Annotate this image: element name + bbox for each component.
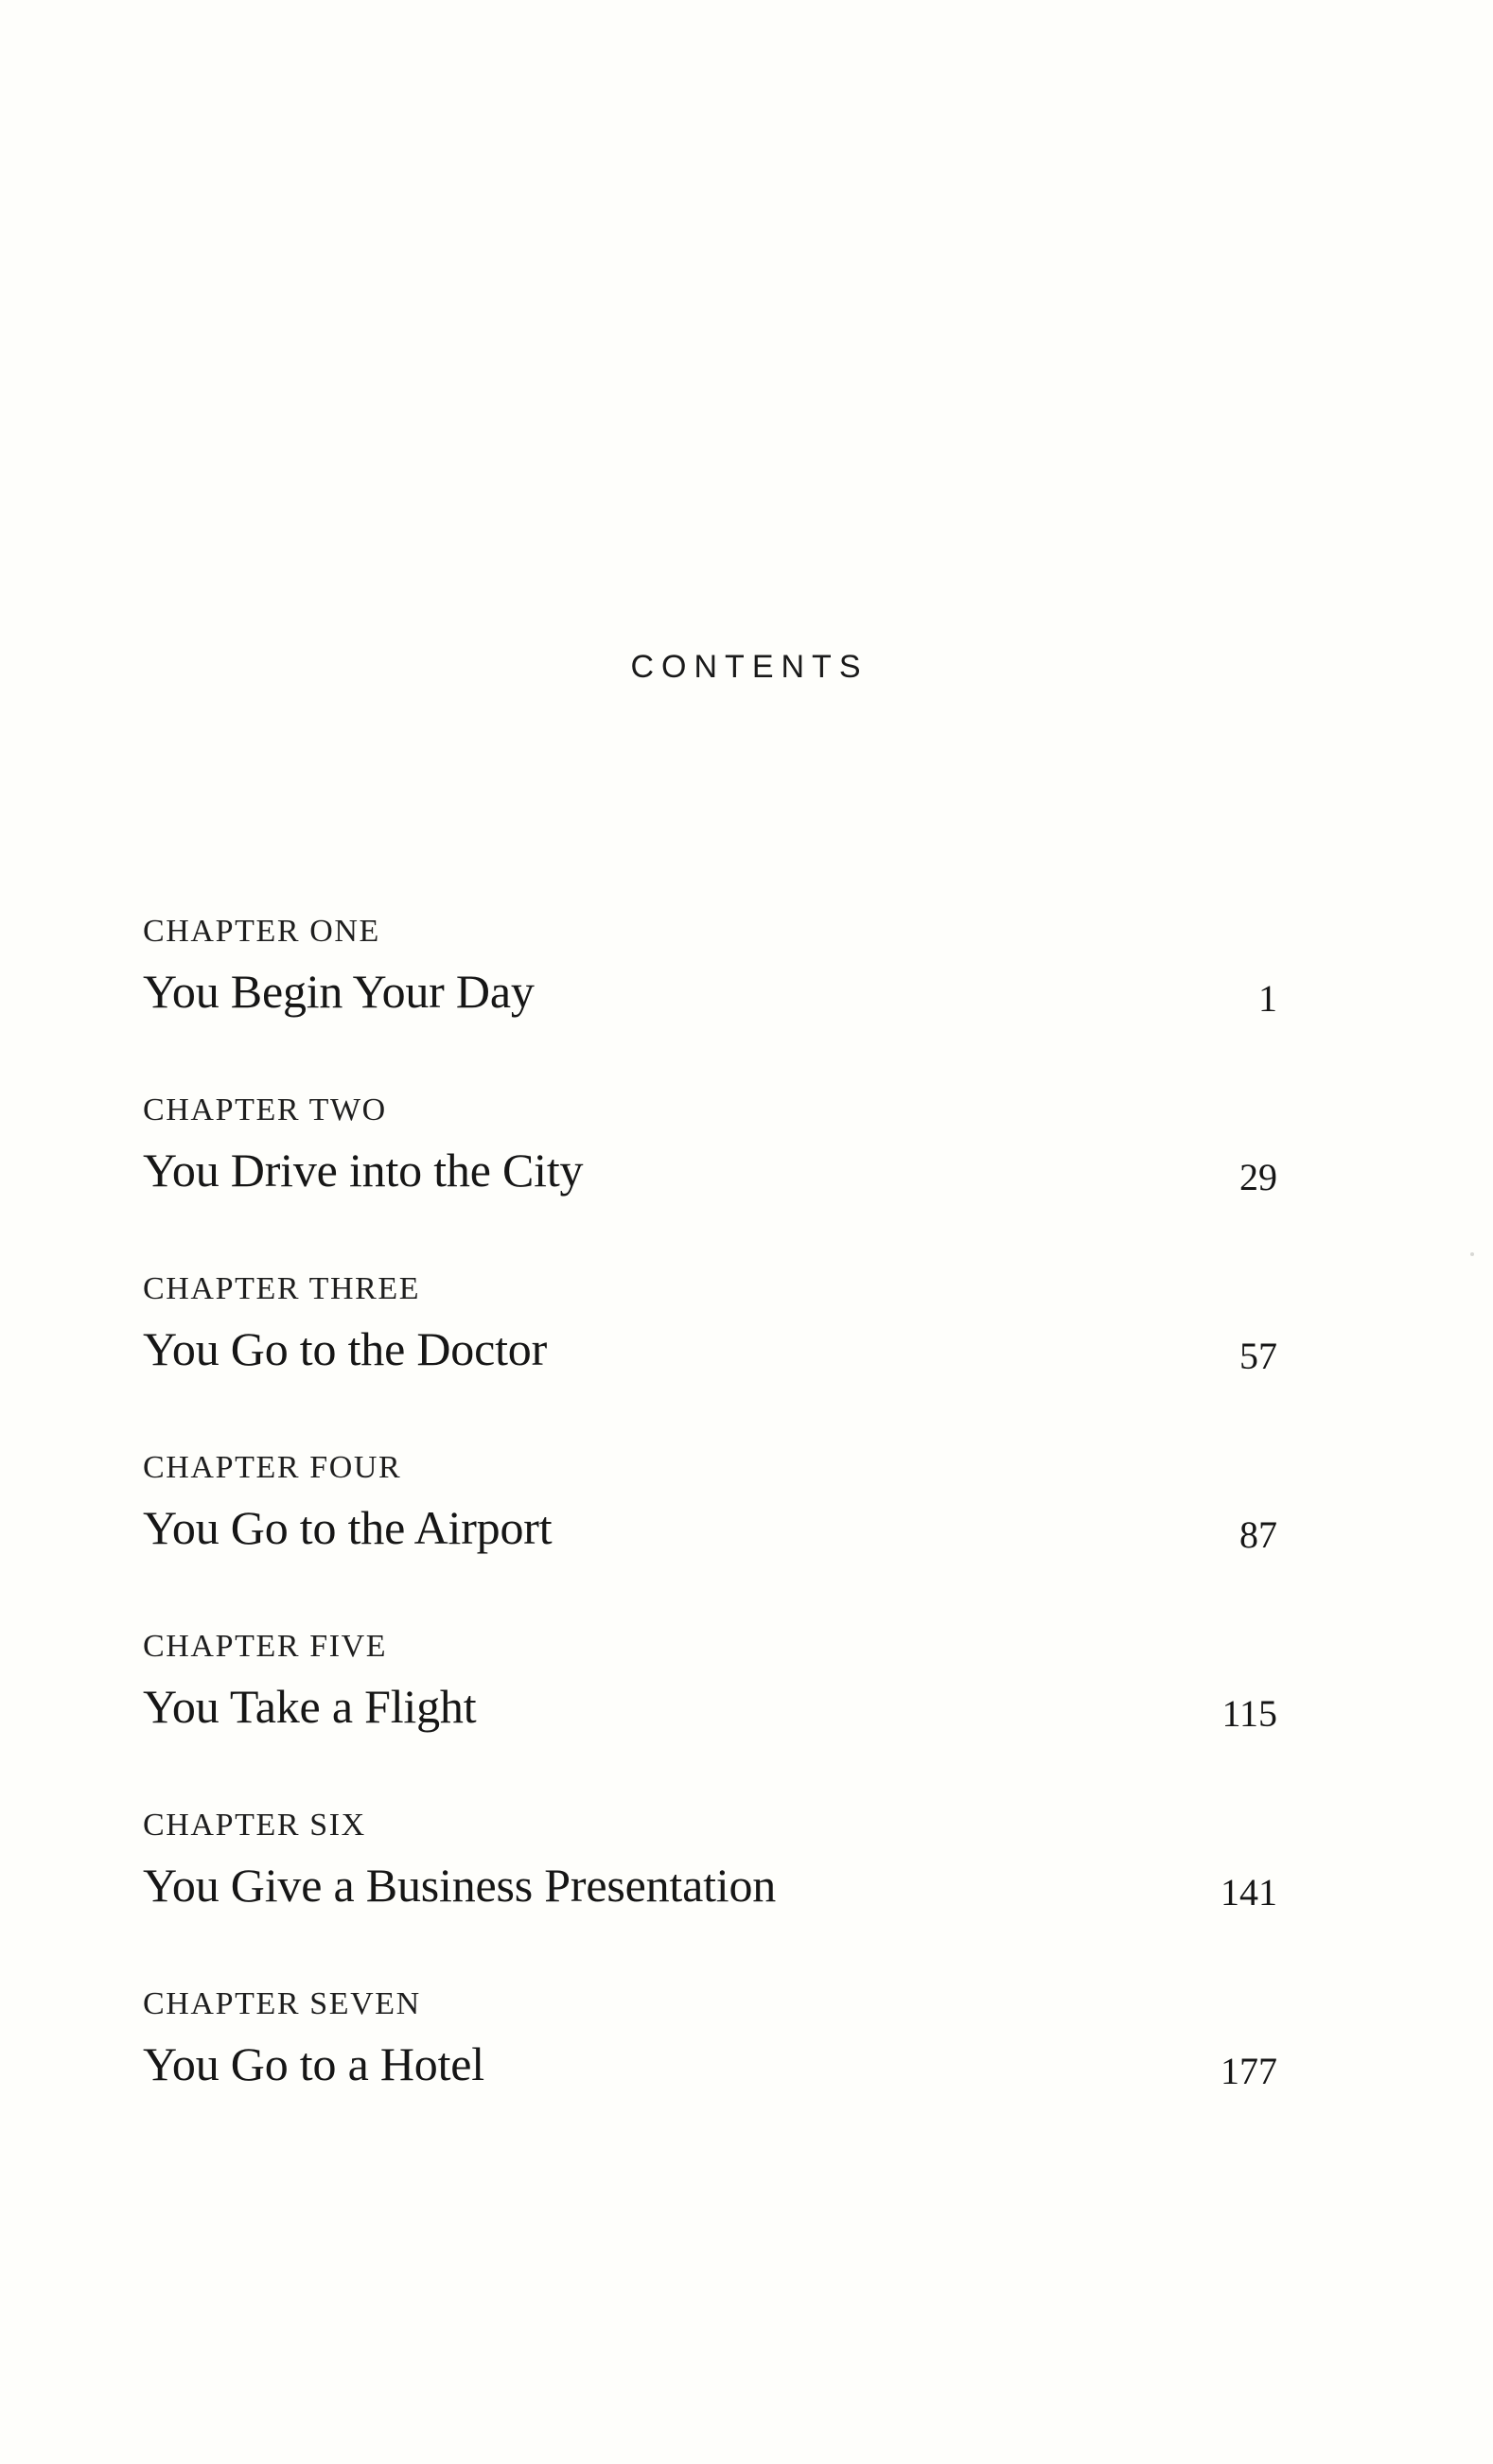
toc-entry-chapter-six[interactable]: [143, 1809, 1278, 1942]
chapter-label: CHAPTER SEVEN: [143, 1986, 421, 2021]
page-number[interactable]: 87: [1239, 1513, 1277, 1556]
toc-entry-chapter-two[interactable]: [143, 1094, 1278, 1227]
page-number[interactable]: 115: [1221, 1692, 1277, 1735]
chapter-label: CHAPTER FIVE: [143, 1629, 388, 1664]
chapter-label: CHAPTER THREE: [143, 1271, 421, 1306]
toc-entry-chapter-seven[interactable]: [143, 1988, 1278, 2121]
toc-entry-chapter-four[interactable]: [143, 1452, 1278, 1584]
chapter-label: CHAPTER FOUR: [143, 1450, 402, 1485]
toc-entry-chapter-five[interactable]: [143, 1631, 1278, 1763]
page-number[interactable]: 1: [1258, 977, 1277, 1020]
page-number[interactable]: 177: [1221, 2050, 1277, 2092]
chapter-title-link[interactable]: You Take a Flight: [143, 1680, 477, 1733]
chapter-label: CHAPTER SIX: [143, 1808, 366, 1843]
scan-speck: [1470, 1252, 1474, 1256]
page-number[interactable]: 141: [1221, 1871, 1277, 1914]
chapter-label: CHAPTER TWO: [143, 1092, 387, 1127]
toc-entry-chapter-one[interactable]: [143, 916, 1278, 1048]
chapter-title-link[interactable]: You Begin Your Day: [143, 965, 535, 1018]
page-number[interactable]: 57: [1239, 1335, 1277, 1377]
chapter-title-link[interactable]: You Drive into the City: [143, 1144, 584, 1197]
chapter-label: CHAPTER ONE: [143, 914, 380, 949]
chapter-title-link[interactable]: You Go to a Hotel: [143, 2037, 484, 2090]
chapter-title-link[interactable]: You Go to the Airport: [143, 1501, 553, 1554]
contents-heading: CONTENTS: [630, 648, 869, 685]
page-number[interactable]: 29: [1239, 1156, 1277, 1198]
toc-entry-chapter-three[interactable]: [143, 1273, 1278, 1406]
chapter-title-link[interactable]: You Give a Business Presentation: [143, 1859, 777, 1912]
chapter-title-link[interactable]: You Go to the Doctor: [143, 1322, 548, 1375]
